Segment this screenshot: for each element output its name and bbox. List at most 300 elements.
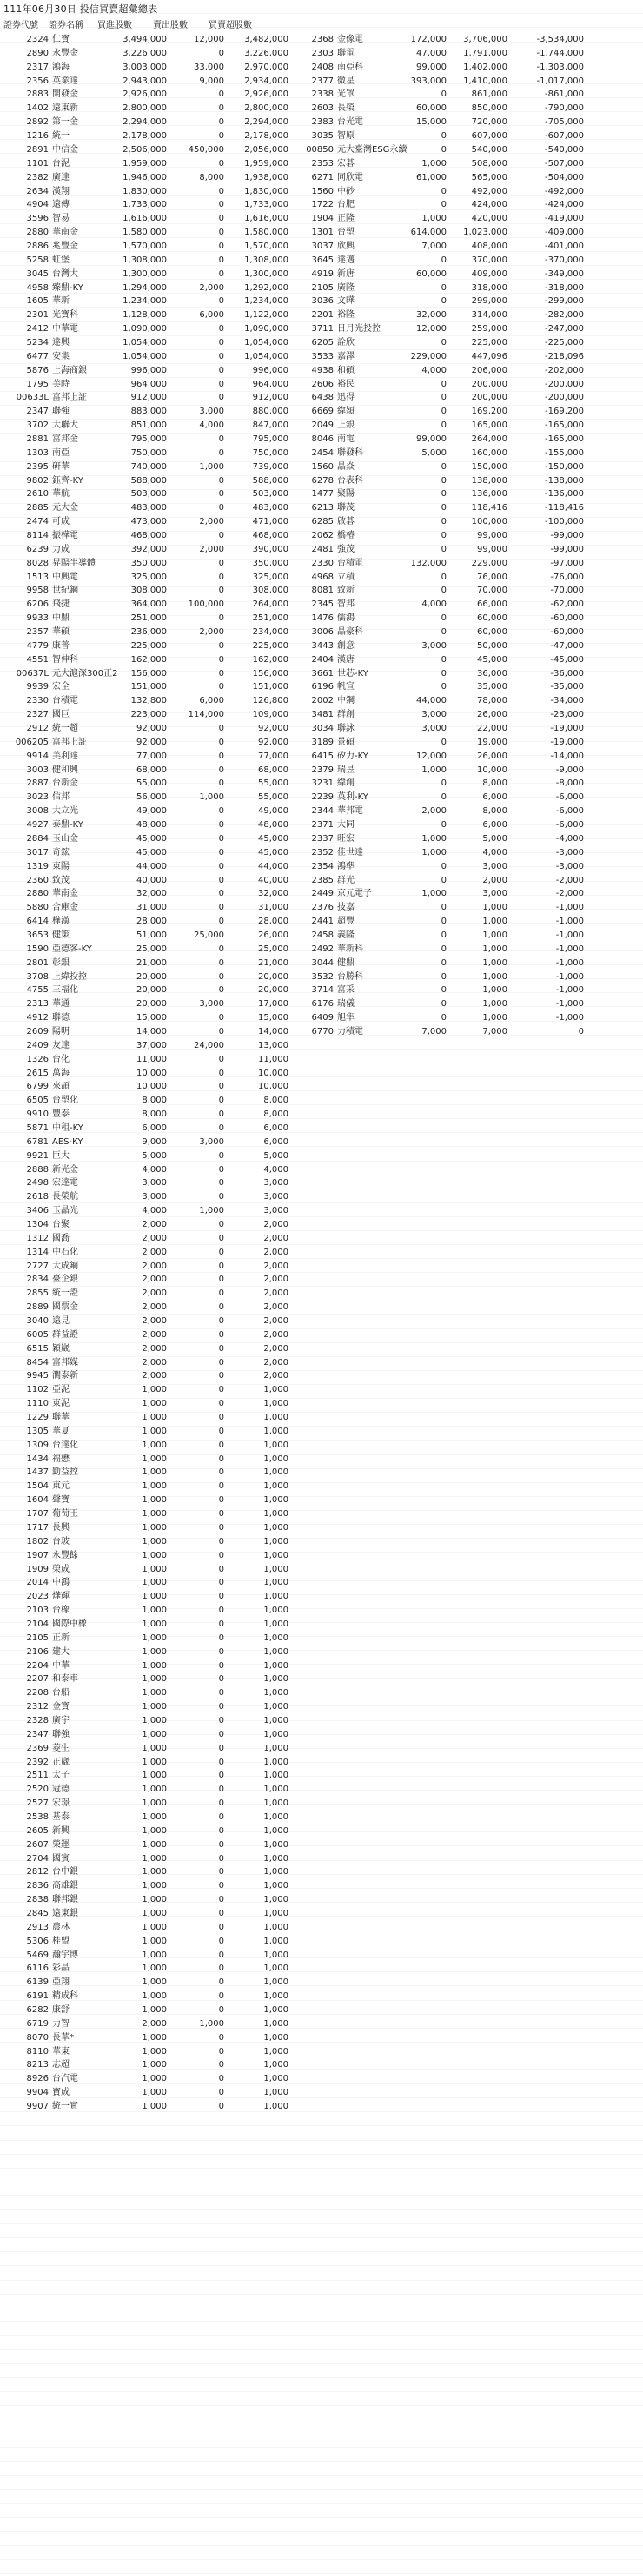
right-table-row (0, 708, 643, 722)
left-cell-code: 4551 (26, 654, 49, 665)
left-cell-buy: 750,000 (130, 447, 167, 458)
left-cell-code: 1907 (26, 1550, 49, 1560)
right-cell-code: 2201 (311, 310, 334, 321)
right-table-row (0, 874, 643, 888)
right-cell-sell: 78,000 (477, 696, 507, 706)
left-cell-buy: 92,000 (136, 724, 167, 733)
left-cell-net: 1,830,000 (244, 186, 288, 196)
right-cell-net: -165,000 (545, 434, 584, 444)
left-cell-name: 光寶科 (52, 310, 78, 321)
right-cell-sell: 4,000 (482, 847, 507, 858)
left-table-row (0, 1493, 643, 1507)
left-cell-name: 寶成 (52, 2088, 70, 2098)
left-cell-name: 新光金 (52, 1164, 78, 1175)
left-cell-buy: 1,000 (142, 1757, 167, 1767)
left-cell-buy: 2,506,000 (123, 144, 167, 155)
left-cell-sell: 0 (218, 682, 224, 692)
left-cell-net: 1,000 (263, 1509, 288, 1519)
left-cell-buy: 21,000 (136, 957, 167, 968)
left-cell-code: 2609 (26, 1026, 49, 1036)
left-cell-name: 台中銀 (52, 1867, 78, 1877)
left-table-row (0, 1273, 643, 1287)
right-cell-sell: 370,000 (471, 255, 507, 265)
right-cell-code: 2338 (311, 89, 334, 100)
left-cell-sell: 0 (218, 241, 224, 251)
left-cell-net: 325,000 (252, 572, 288, 582)
left-cell-sell: 0 (218, 806, 224, 817)
left-cell-sell: 0 (218, 1963, 224, 1974)
right-cell-code: 6285 (311, 517, 334, 527)
left-cell-name: 大立光 (52, 806, 78, 817)
right-cell-sell: 206,000 (471, 365, 507, 375)
left-cell-net: 25,000 (258, 944, 288, 954)
left-cell-buy: 1,000 (142, 1811, 167, 1822)
left-cell-buy: 45,000 (136, 833, 167, 844)
right-cell-buy: 0 (441, 944, 447, 954)
left-cell-buy: 851,000 (130, 421, 167, 431)
left-cell-name: 兆豐金 (52, 241, 78, 251)
left-cell-name: 巨大 (52, 1150, 70, 1161)
left-cell-name: 臺企銀 (52, 1275, 78, 1285)
right-cell-buy: 60,000 (416, 268, 447, 279)
left-cell-net: 2,000 (263, 1329, 288, 1340)
left-cell-buy: 1,000 (142, 1825, 167, 1836)
left-cell-buy: 2,000 (142, 1247, 167, 1257)
right-cell-code: 6415 (311, 751, 334, 761)
left-cell-code: 6206 (26, 599, 49, 610)
left-cell-net: 156,000 (252, 668, 288, 679)
right-cell-code: 6409 (311, 1013, 334, 1023)
left-cell-code: 9802 (26, 475, 49, 486)
left-cell-name: 潤泰新 (52, 1371, 78, 1381)
left-cell-name: 華航 (52, 489, 70, 500)
right-cell-code: 2376 (311, 903, 334, 913)
left-cell-net: 1,000 (263, 1646, 288, 1657)
right-cell-name: 台積電 (337, 558, 363, 568)
left-cell-name: 聯德 (52, 1013, 70, 1023)
left-cell-name: 長興 (52, 1522, 70, 1533)
left-table-row (0, 1108, 643, 1122)
right-cell-buy: 0 (441, 255, 447, 265)
right-cell-name: 南電 (337, 434, 355, 444)
left-cell-sell: 8,000 (199, 172, 224, 182)
left-cell-net: 1,000 (263, 1771, 288, 1781)
right-table-row (0, 322, 643, 336)
left-cell-code: 6139 (26, 1977, 49, 1988)
right-cell-code: 6438 (311, 393, 334, 403)
left-cell-code: 1605 (26, 296, 49, 307)
left-table-row (0, 1453, 643, 1467)
right-cell-name: 宏碁 (337, 158, 355, 169)
right-cell-name: 富采 (337, 985, 355, 996)
left-table-row (0, 1769, 643, 1783)
left-cell-code: 1402 (26, 103, 49, 114)
left-cell-code: 9933 (26, 613, 49, 624)
left-cell-buy: 3,494,000 (123, 35, 167, 44)
right-cell-code: 3006 (311, 627, 334, 637)
left-cell-buy: 1,000 (142, 1646, 167, 1657)
left-table-row (0, 1907, 643, 1921)
right-cell-net: -165,000 (545, 421, 584, 431)
right-cell-sell: 424,000 (471, 200, 507, 210)
left-cell-name: 東泥 (52, 1399, 70, 1409)
left-cell-name: 萬海 (52, 1068, 70, 1078)
left-cell-buy: 45,000 (136, 847, 167, 858)
left-table-row (0, 1439, 643, 1453)
left-cell-buy: 9,000 (142, 1136, 167, 1147)
left-table-row (0, 1369, 643, 1383)
left-cell-code: 6239 (26, 544, 49, 554)
left-table-row (0, 1811, 643, 1824)
left-cell-sell: 0 (218, 103, 224, 114)
right-cell-code: 6196 (311, 682, 334, 692)
right-cell-sell: 1,000 (482, 999, 507, 1010)
left-cell-code: 1326 (26, 1054, 49, 1064)
left-cell-name: 中信金 (52, 144, 78, 155)
left-cell-name: 福懋 (52, 1454, 70, 1464)
left-cell-name: 桂盟 (52, 1936, 70, 1946)
left-cell-sell: 0 (218, 2005, 224, 2015)
right-cell-sell: 492,000 (471, 186, 507, 196)
right-cell-name: 迅得 (337, 393, 355, 403)
right-cell-code: 2408 (311, 62, 334, 72)
left-cell-net: 68,000 (258, 765, 288, 775)
right-table-row (0, 667, 643, 681)
right-cell-sell: 1,000 (482, 985, 507, 996)
right-cell-buy: 0 (441, 875, 447, 885)
left-table-row (0, 1136, 643, 1149)
left-cell-code: 6191 (26, 1991, 49, 2002)
left-table-row (0, 1287, 643, 1301)
left-cell-buy: 10,000 (136, 1082, 167, 1092)
left-cell-sell: 1,000 (199, 792, 224, 803)
right-cell-net: -150,000 (545, 461, 584, 472)
left-cell-net: 8,000 (263, 1096, 288, 1106)
right-cell-name: 致新 (337, 586, 355, 596)
left-cell-buy: 5,000 (142, 1150, 167, 1161)
header-code: 證券代號 (3, 21, 38, 30)
left-cell-buy: 308,000 (130, 586, 167, 596)
right-cell-code: 3035 (311, 131, 334, 141)
right-cell-buy: 4,000 (421, 365, 447, 375)
left-cell-net: 2,000 (263, 1288, 288, 1299)
left-cell-buy: 151,000 (130, 682, 167, 692)
left-cell-sell: 0 (218, 572, 224, 582)
left-cell-net: 1,000 (263, 1743, 288, 1753)
left-cell-net: 2,000 (263, 1302, 288, 1313)
left-cell-name: 遠傳 (52, 200, 70, 210)
right-cell-name: 橋椿 (337, 531, 355, 540)
right-cell-name: 聚陽 (337, 489, 355, 500)
left-cell-net: 350,000 (252, 558, 288, 568)
left-cell-buy: 8,000 (142, 1109, 167, 1120)
right-cell-name: 旭隼 (337, 1013, 355, 1023)
left-cell-buy: 4,000 (142, 1206, 167, 1216)
left-table-row (0, 1204, 643, 1218)
left-cell-buy: 1,000 (142, 1440, 167, 1450)
left-cell-net: 1,000 (263, 1909, 288, 1918)
right-cell-code: 1476 (311, 613, 334, 624)
left-cell-net: 2,000 (263, 1247, 288, 1257)
right-cell-buy: 393,000 (410, 76, 447, 86)
left-cell-code: 1802 (26, 1536, 49, 1546)
left-table-row (0, 1397, 643, 1411)
left-cell-code: 2812 (26, 1867, 49, 1877)
right-table-row (0, 157, 643, 171)
left-table-row (0, 1797, 643, 1811)
left-cell-net: 847,000 (252, 421, 288, 431)
left-table-row (0, 2003, 643, 2017)
right-table-row (0, 75, 643, 89)
left-table-row (0, 1039, 643, 1053)
right-cell-sell: 99,000 (477, 531, 507, 540)
right-cell-buy: 0 (441, 531, 447, 540)
right-cell-code: 2002 (311, 696, 334, 706)
right-table-row (0, 295, 643, 308)
left-cell-buy: 162,000 (130, 654, 167, 665)
right-table-row (0, 543, 643, 557)
right-cell-name: 欣興 (337, 241, 355, 251)
right-cell-buy: 44,000 (416, 696, 447, 706)
left-cell-net: 1,300,000 (244, 268, 288, 279)
left-cell-net: 1,000 (263, 1660, 288, 1671)
right-cell-name: 健鼎 (337, 957, 355, 968)
left-cell-sell: 2,000 (199, 517, 224, 527)
left-cell-name: 廣宇 (52, 1715, 70, 1725)
left-cell-sell: 0 (218, 200, 224, 210)
left-cell-name: 美時 (52, 379, 70, 389)
left-cell-code: 2892 (26, 117, 49, 128)
left-cell-buy: 964,000 (130, 379, 167, 389)
left-cell-buy: 1,000 (142, 1977, 167, 1988)
left-cell-name: 飛捷 (52, 599, 70, 610)
left-cell-buy: 2,000 (142, 1316, 167, 1326)
left-cell-net: 1,000 (263, 1606, 288, 1615)
left-cell-code: 2912 (26, 724, 49, 733)
left-cell-code: 2913 (26, 1922, 49, 1932)
left-cell-buy: 1,000 (142, 1963, 167, 1974)
left-table-row (0, 1466, 643, 1480)
left-cell-code: 9958 (26, 586, 49, 596)
left-cell-code: 2347 (26, 1729, 49, 1739)
left-cell-code: 5871 (26, 1122, 49, 1133)
left-cell-buy: 1,054,000 (123, 351, 167, 361)
left-cell-name: 國賓 (52, 1853, 70, 1864)
right-cell-code: 2062 (311, 531, 334, 540)
left-cell-sell: 9,000 (199, 76, 224, 86)
left-cell-net: 1,000 (263, 1729, 288, 1739)
right-cell-sell: 8,000 (482, 806, 507, 817)
left-cell-code: 2474 (26, 517, 49, 527)
left-cell-code: 1229 (26, 1413, 49, 1422)
left-cell-code: 2883 (26, 89, 49, 100)
right-cell-code: 2337 (311, 833, 334, 844)
left-cell-buy: 2,000 (142, 1261, 167, 1271)
right-cell-net: -401,000 (545, 241, 584, 251)
left-cell-code: 2103 (26, 1606, 49, 1615)
right-cell-buy: 0 (441, 792, 447, 803)
right-cell-name: 裕民 (337, 379, 355, 389)
left-table-row (0, 1549, 643, 1563)
right-cell-net: -370,000 (545, 255, 584, 265)
left-cell-code: 1110 (26, 1399, 49, 1409)
right-cell-net: -62,000 (550, 599, 584, 610)
left-cell-code: 2634 (26, 186, 49, 196)
left-cell-name: 上海商銀 (52, 365, 87, 375)
left-cell-code: 1304 (26, 1220, 49, 1229)
left-cell-net: 1,000 (263, 1922, 288, 1932)
left-cell-net: 251,000 (252, 613, 288, 624)
left-cell-net: 1,000 (263, 1977, 288, 1988)
left-cell-sell: 2,000 (199, 282, 224, 293)
right-cell-name: 和碩 (337, 365, 355, 375)
left-cell-net: 588,000 (252, 475, 288, 486)
left-cell-code: 2538 (26, 1811, 49, 1822)
left-cell-net: 92,000 (258, 737, 288, 747)
left-table-row (0, 1838, 643, 1852)
right-cell-sell: 118,416 (471, 503, 507, 513)
right-cell-buy: 0 (441, 517, 447, 527)
left-cell-code: 2330 (26, 696, 49, 706)
left-cell-name: 國票金 (52, 1302, 78, 1313)
left-cell-name: 大聯大 (52, 421, 78, 431)
right-table-row (0, 47, 643, 61)
right-cell-buy: 0 (441, 957, 447, 968)
right-cell-code: 8081 (311, 586, 334, 596)
left-cell-name: 中石化 (52, 1247, 78, 1257)
right-table-row (0, 970, 643, 984)
left-table-row (0, 1535, 643, 1549)
right-cell-sell: 35,000 (477, 682, 507, 692)
left-cell-sell: 0 (218, 2046, 224, 2056)
left-cell-buy: 1,000 (142, 1632, 167, 1643)
left-cell-net: 1,000 (263, 2074, 288, 2084)
left-cell-net: 1,000 (263, 1825, 288, 1836)
left-cell-sell: 0 (218, 1660, 224, 1671)
left-cell-name: 中興電 (52, 572, 78, 582)
right-cell-sell: 225,000 (471, 337, 507, 348)
left-cell-net: 1,000 (263, 1522, 288, 1533)
left-cell-buy: 223,000 (130, 710, 167, 720)
left-cell-buy: 10,000 (136, 1068, 167, 1078)
left-cell-code: 2880 (26, 889, 49, 899)
left-cell-sell: 0 (218, 214, 224, 224)
left-cell-sell: 6,000 (199, 696, 224, 706)
right-cell-net: -19,000 (550, 724, 584, 733)
left-cell-name: 振樺電 (52, 531, 78, 540)
right-cell-sell: 3,000 (482, 861, 507, 871)
right-cell-buy: 0 (441, 985, 447, 996)
left-cell-code: 1319 (26, 861, 49, 871)
left-cell-name: 達興 (52, 337, 70, 348)
right-cell-net: -23,000 (550, 710, 584, 720)
left-cell-code: 3702 (26, 421, 49, 431)
right-table-row (0, 88, 643, 102)
right-cell-net: -409,000 (545, 228, 584, 237)
left-cell-sell: 0 (218, 613, 224, 624)
left-cell-net: 1,580,000 (244, 228, 288, 237)
right-table-row (0, 308, 643, 322)
left-cell-buy: 350,000 (130, 558, 167, 568)
right-cell-sell: 259,000 (471, 324, 507, 334)
right-cell-name: 智邦 (337, 599, 355, 610)
left-table-row (0, 1576, 643, 1590)
right-cell-code: 1477 (311, 489, 334, 500)
right-cell-code: 1560 (311, 461, 334, 472)
right-table-row (0, 61, 643, 75)
left-cell-name: 基泰 (52, 1811, 70, 1822)
left-cell-net: 1,000 (263, 1895, 288, 1905)
left-cell-sell: 0 (218, 1592, 224, 1602)
right-cell-net: -419,000 (545, 214, 584, 224)
right-cell-name: 上銀 (337, 421, 355, 431)
left-cell-code: 2106 (26, 1646, 49, 1657)
right-cell-name: 義隆 (337, 930, 355, 940)
right-cell-code: 6271 (311, 172, 334, 182)
left-cell-code: 2834 (26, 1275, 49, 1285)
right-cell-name: 台肥 (337, 200, 355, 210)
right-cell-net: -35,000 (550, 682, 584, 692)
left-cell-sell: 0 (218, 668, 224, 679)
left-cell-name: 中鼎 (52, 613, 70, 624)
right-cell-net: -6,000 (555, 792, 584, 803)
left-cell-name: 英業達 (52, 76, 78, 86)
left-cell-buy: 51,000 (136, 930, 167, 940)
right-cell-code: 00850 (306, 144, 334, 155)
left-cell-name: 燁輝 (52, 1592, 70, 1602)
left-cell-sell: 0 (218, 131, 224, 141)
left-cell-sell: 0 (218, 640, 224, 651)
right-cell-sell: 5,000 (482, 833, 507, 844)
right-cell-code: 3037 (311, 241, 334, 251)
left-cell-name: 中租-KY (52, 1122, 83, 1133)
right-cell-net: -1,000 (555, 999, 584, 1010)
right-cell-buy: 0 (441, 503, 447, 513)
right-cell-buy: 2,000 (421, 806, 447, 817)
left-cell-buy: 1,000 (142, 1536, 167, 1546)
left-cell-sell: 0 (218, 1743, 224, 1753)
left-cell-code: 2356 (26, 76, 49, 86)
right-cell-sell: 1,023,000 (463, 228, 507, 237)
left-cell-buy: 1,000 (142, 1785, 167, 1795)
left-cell-sell: 0 (218, 1413, 224, 1422)
left-cell-buy: 1,090,000 (123, 324, 167, 334)
left-cell-sell: 0 (218, 1550, 224, 1560)
right-cell-sell: 60,000 (477, 613, 507, 624)
left-cell-net: 1,000 (263, 2102, 288, 2111)
left-cell-net: 1,000 (263, 2005, 288, 2015)
left-table-row (0, 1646, 643, 1659)
right-cell-buy: 0 (441, 917, 447, 926)
left-cell-buy: 1,000 (142, 1950, 167, 1960)
left-cell-sell: 0 (218, 1481, 224, 1492)
left-cell-code: 2845 (26, 1909, 49, 1918)
left-cell-buy: 912,000 (130, 393, 167, 403)
left-cell-buy: 251,000 (130, 613, 167, 624)
left-cell-code: 1437 (26, 1467, 49, 1478)
left-cell-net: 3,000 (263, 1206, 288, 1216)
left-cell-name: 臻鼎-KY (52, 282, 83, 293)
right-cell-buy: 172,000 (410, 35, 447, 44)
left-cell-net: 1,000 (263, 1950, 288, 1960)
right-cell-name: 日月光投控 (337, 324, 381, 334)
right-cell-code: 2606 (311, 379, 334, 389)
right-cell-code: 2353 (311, 158, 334, 169)
left-cell-name: 奇鋐 (52, 847, 70, 858)
right-cell-sell: 3,706,000 (463, 35, 507, 44)
left-cell-sell: 0 (218, 434, 224, 444)
right-cell-code: 1722 (311, 200, 334, 210)
